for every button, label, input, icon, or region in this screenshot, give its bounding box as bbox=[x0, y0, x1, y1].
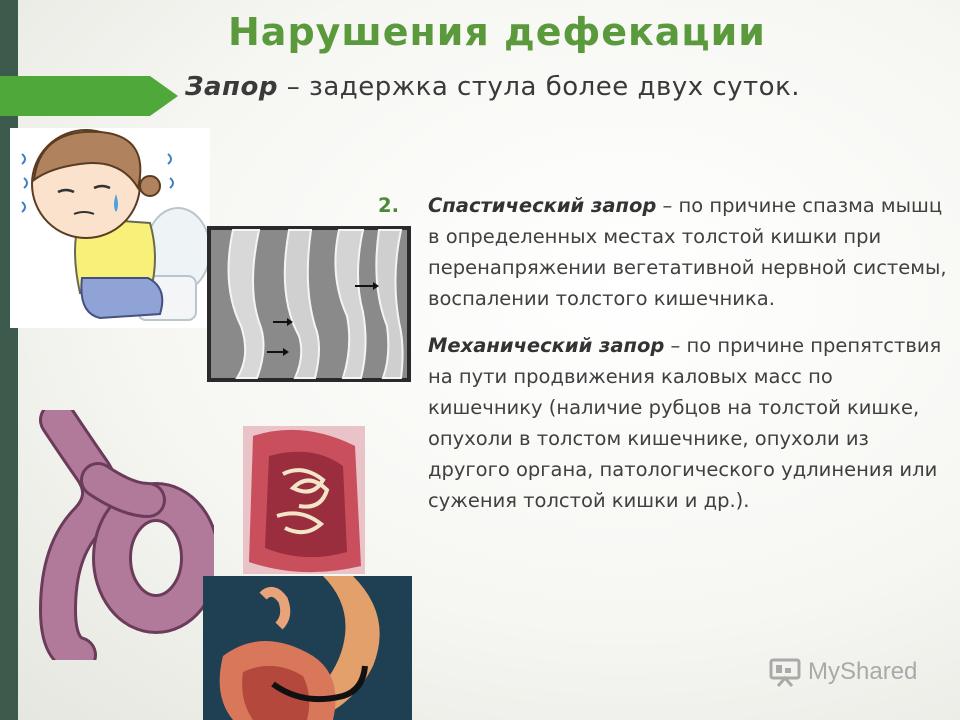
page-title: Нарушения дефекации bbox=[228, 10, 766, 54]
intestinal-obstruction-image bbox=[243, 426, 365, 574]
subtitle bbox=[185, 72, 800, 102]
subtitle-text: – задержка стула более двух суток. bbox=[277, 72, 801, 102]
list-item bbox=[378, 330, 953, 516]
cartoon-girl-image bbox=[10, 128, 210, 328]
item-term: Механический запор bbox=[428, 334, 665, 357]
colonoscopy-image bbox=[203, 576, 412, 720]
myshared-watermark bbox=[768, 656, 928, 692]
item-number: 2. bbox=[378, 194, 399, 217]
presentation-board-icon bbox=[768, 656, 802, 690]
twisted-intestine-image bbox=[28, 410, 214, 660]
spastic-colon-xray-image bbox=[207, 226, 411, 382]
watermark-text: MyShared bbox=[808, 658, 918, 685]
item-text: – по причине спазма мышц в определенных местах толстой кишки при перенапряжении вегетативной нервной системы, воспалении толстого кишечника. bbox=[428, 194, 947, 310]
item-text: – по причине препятствия на пути продвижения каловых масс по кишечнику (наличие рубцов на толстой кишке, опухоли в толстом кишечнике, опухоли из другого органа, патологического удлинения или сужения толстой кишки и др.). bbox=[428, 334, 942, 512]
item-term: Спастический запор bbox=[428, 194, 657, 217]
constipation-types-list bbox=[378, 190, 953, 516]
list-item bbox=[378, 190, 953, 314]
subtitle-term: Запор bbox=[185, 72, 278, 102]
green-arrow-tab bbox=[0, 76, 180, 116]
